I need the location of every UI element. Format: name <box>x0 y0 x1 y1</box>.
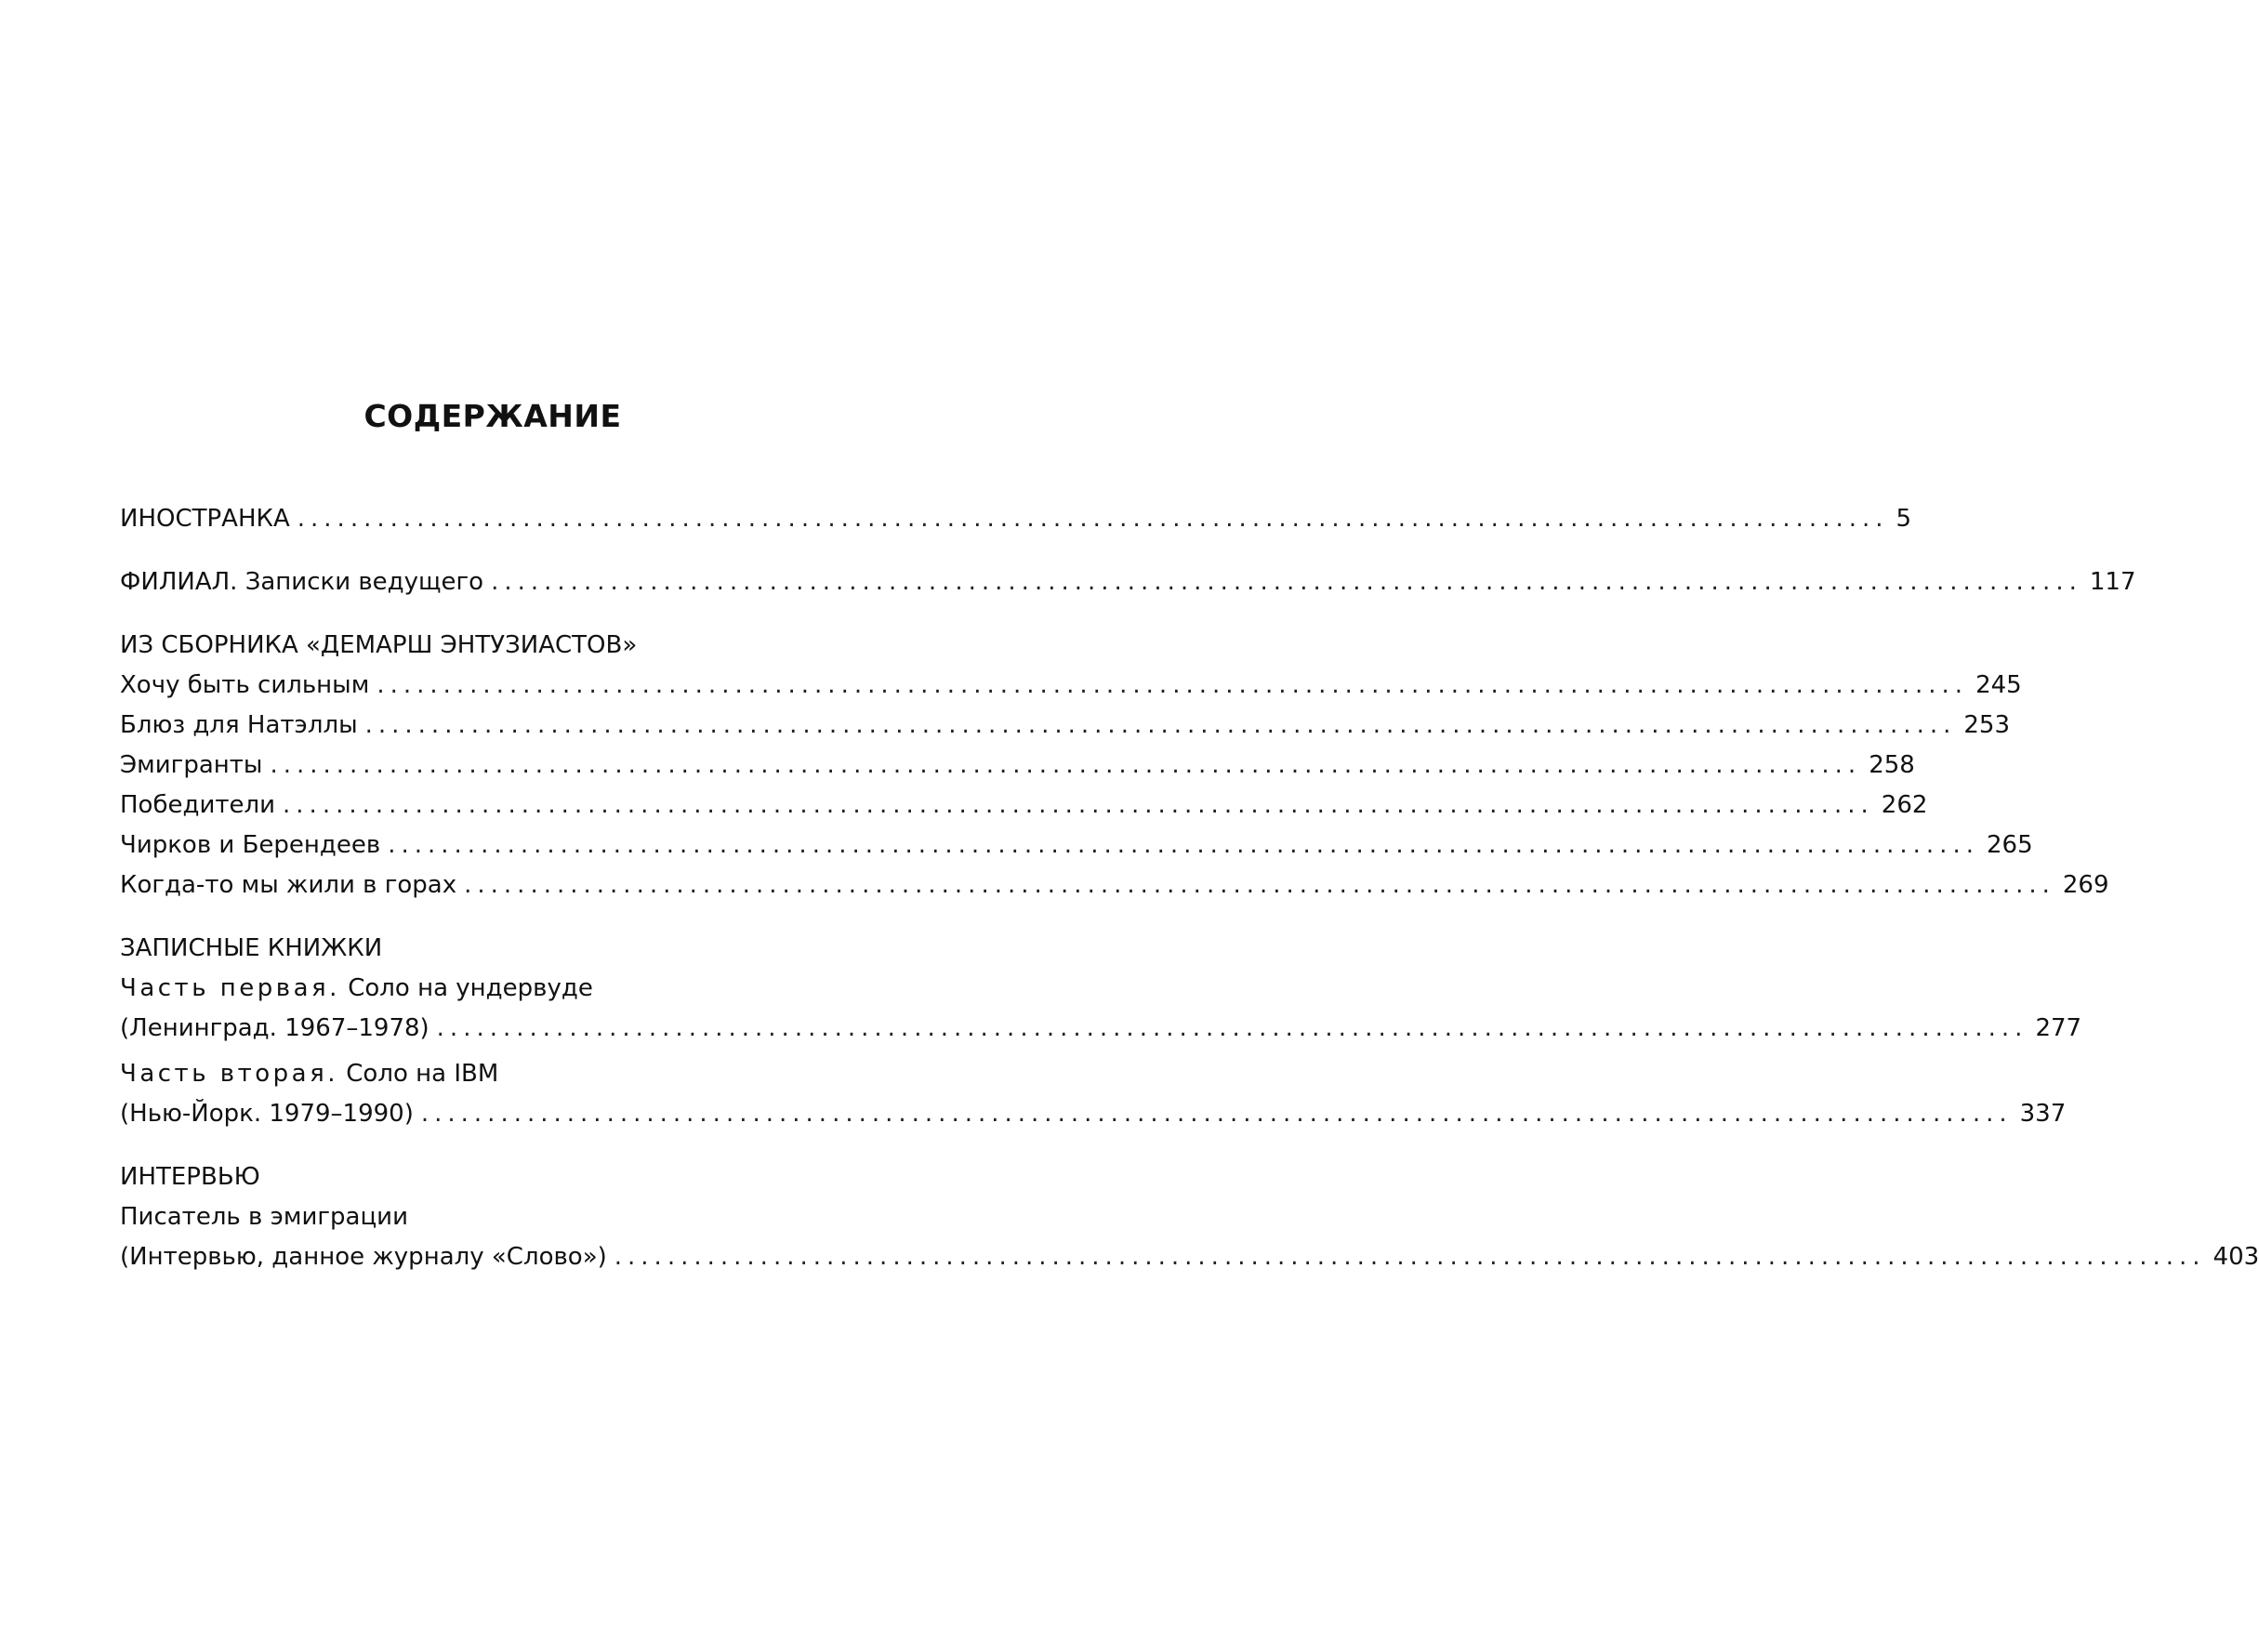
leader-dots: ........................................................................................................................ <box>420 1100 2013 1128</box>
toc-entry-page: 277 <box>2035 1014 2082 1042</box>
toc-entry[interactable] <box>120 708 2011 748</box>
toc-entry-part2[interactable] <box>120 1097 2067 1137</box>
toc-entry[interactable] <box>120 788 1928 828</box>
table-of-contents <box>120 502 2259 1280</box>
leader-dots: ........................................................................................................................ <box>614 1243 2206 1271</box>
part-prefix: Часть вторая. <box>120 1060 339 1088</box>
toc-entry-label: Чирков и Берендеев <box>120 831 381 859</box>
toc-entry-page: 117 <box>2089 568 2136 596</box>
toc-entry[interactable] <box>120 748 1915 788</box>
leader-dots: ........................................................................................................................ <box>364 711 1957 739</box>
toc-entry-inostranka[interactable] <box>120 502 1912 542</box>
part-prefix: Часть первая. <box>120 974 340 1002</box>
toc-part-title: Писатель в эмиграции <box>120 1203 408 1231</box>
toc-entry-page: 258 <box>1869 751 1915 779</box>
part-title: Соло на IBM <box>346 1060 499 1088</box>
toc-entry-interview[interactable] <box>120 1240 2259 1280</box>
toc-entry-page: 5 <box>1896 505 1912 533</box>
leader-dots: ........................................................................................................................ <box>297 505 1889 533</box>
leader-dots: ........................................................................................................................ <box>376 671 1969 699</box>
section-heading-notebooks: ЗАПИСНЫЕ КНИЖКИ <box>120 934 383 962</box>
toc-entry-page: 253 <box>1963 711 2011 739</box>
leader-dots: ........................................................................................................................ <box>270 751 1862 779</box>
part-title: Соло на ундервуде <box>348 974 593 1002</box>
toc-part-title <box>120 1057 868 1097</box>
toc-entry-label: Эмигранты <box>120 751 263 779</box>
toc-entry-label: Блюз для Натэллы <box>120 711 358 739</box>
toc-entry-page: 403 <box>2213 1243 2259 1271</box>
toc-part-title <box>120 971 868 1011</box>
toc-entry-label: Победители <box>120 791 276 819</box>
toc-entry[interactable] <box>120 868 2109 908</box>
leader-dots: ........................................................................................................................ <box>491 568 2082 596</box>
toc-entry[interactable] <box>120 828 2033 868</box>
toc-entry-label: (Интервью, данное журналу «Слово») <box>120 1243 607 1271</box>
toc-entry-label: Хочу быть сильным <box>120 671 370 699</box>
toc-entry-page: 245 <box>1975 671 2022 699</box>
toc-entry-page: 337 <box>2019 1100 2067 1128</box>
toc-entry-filial[interactable] <box>120 565 2136 605</box>
leader-dots: ........................................................................................................................ <box>283 791 1874 819</box>
toc-entry-page: 265 <box>1986 831 2033 859</box>
toc-entry-label: ИНОСТРАНКА <box>120 505 290 533</box>
toc-entry[interactable] <box>120 668 2022 708</box>
page-title: СОДЕРЖАНИЕ <box>363 398 622 434</box>
toc-entry-part1[interactable] <box>120 1011 2082 1051</box>
leader-dots: ........................................................................................................................ <box>436 1014 2028 1042</box>
toc-entry-label: Когда-то мы жили в горах <box>120 871 457 899</box>
section-heading-sbornik: ИЗ СБОРНИКА «ДЕМАРШ ЭНТУЗИАСТОВ» <box>120 631 638 659</box>
leader-dots: ........................................................................................................................ <box>464 871 2055 899</box>
section-heading-interview: ИНТЕРВЬЮ <box>120 1163 260 1191</box>
toc-entry-page: 262 <box>1881 791 1928 819</box>
toc-entry-label: ФИЛИАЛ. Записки ведущего <box>120 568 484 596</box>
toc-entry-label: (Нью-Йорк. 1979–1990) <box>120 1100 414 1128</box>
toc-entry-page: 269 <box>2062 871 2109 899</box>
leader-dots: ........................................................................................................................ <box>388 831 1979 859</box>
toc-entry-label: (Ленинград. 1967–1978) <box>120 1014 429 1042</box>
